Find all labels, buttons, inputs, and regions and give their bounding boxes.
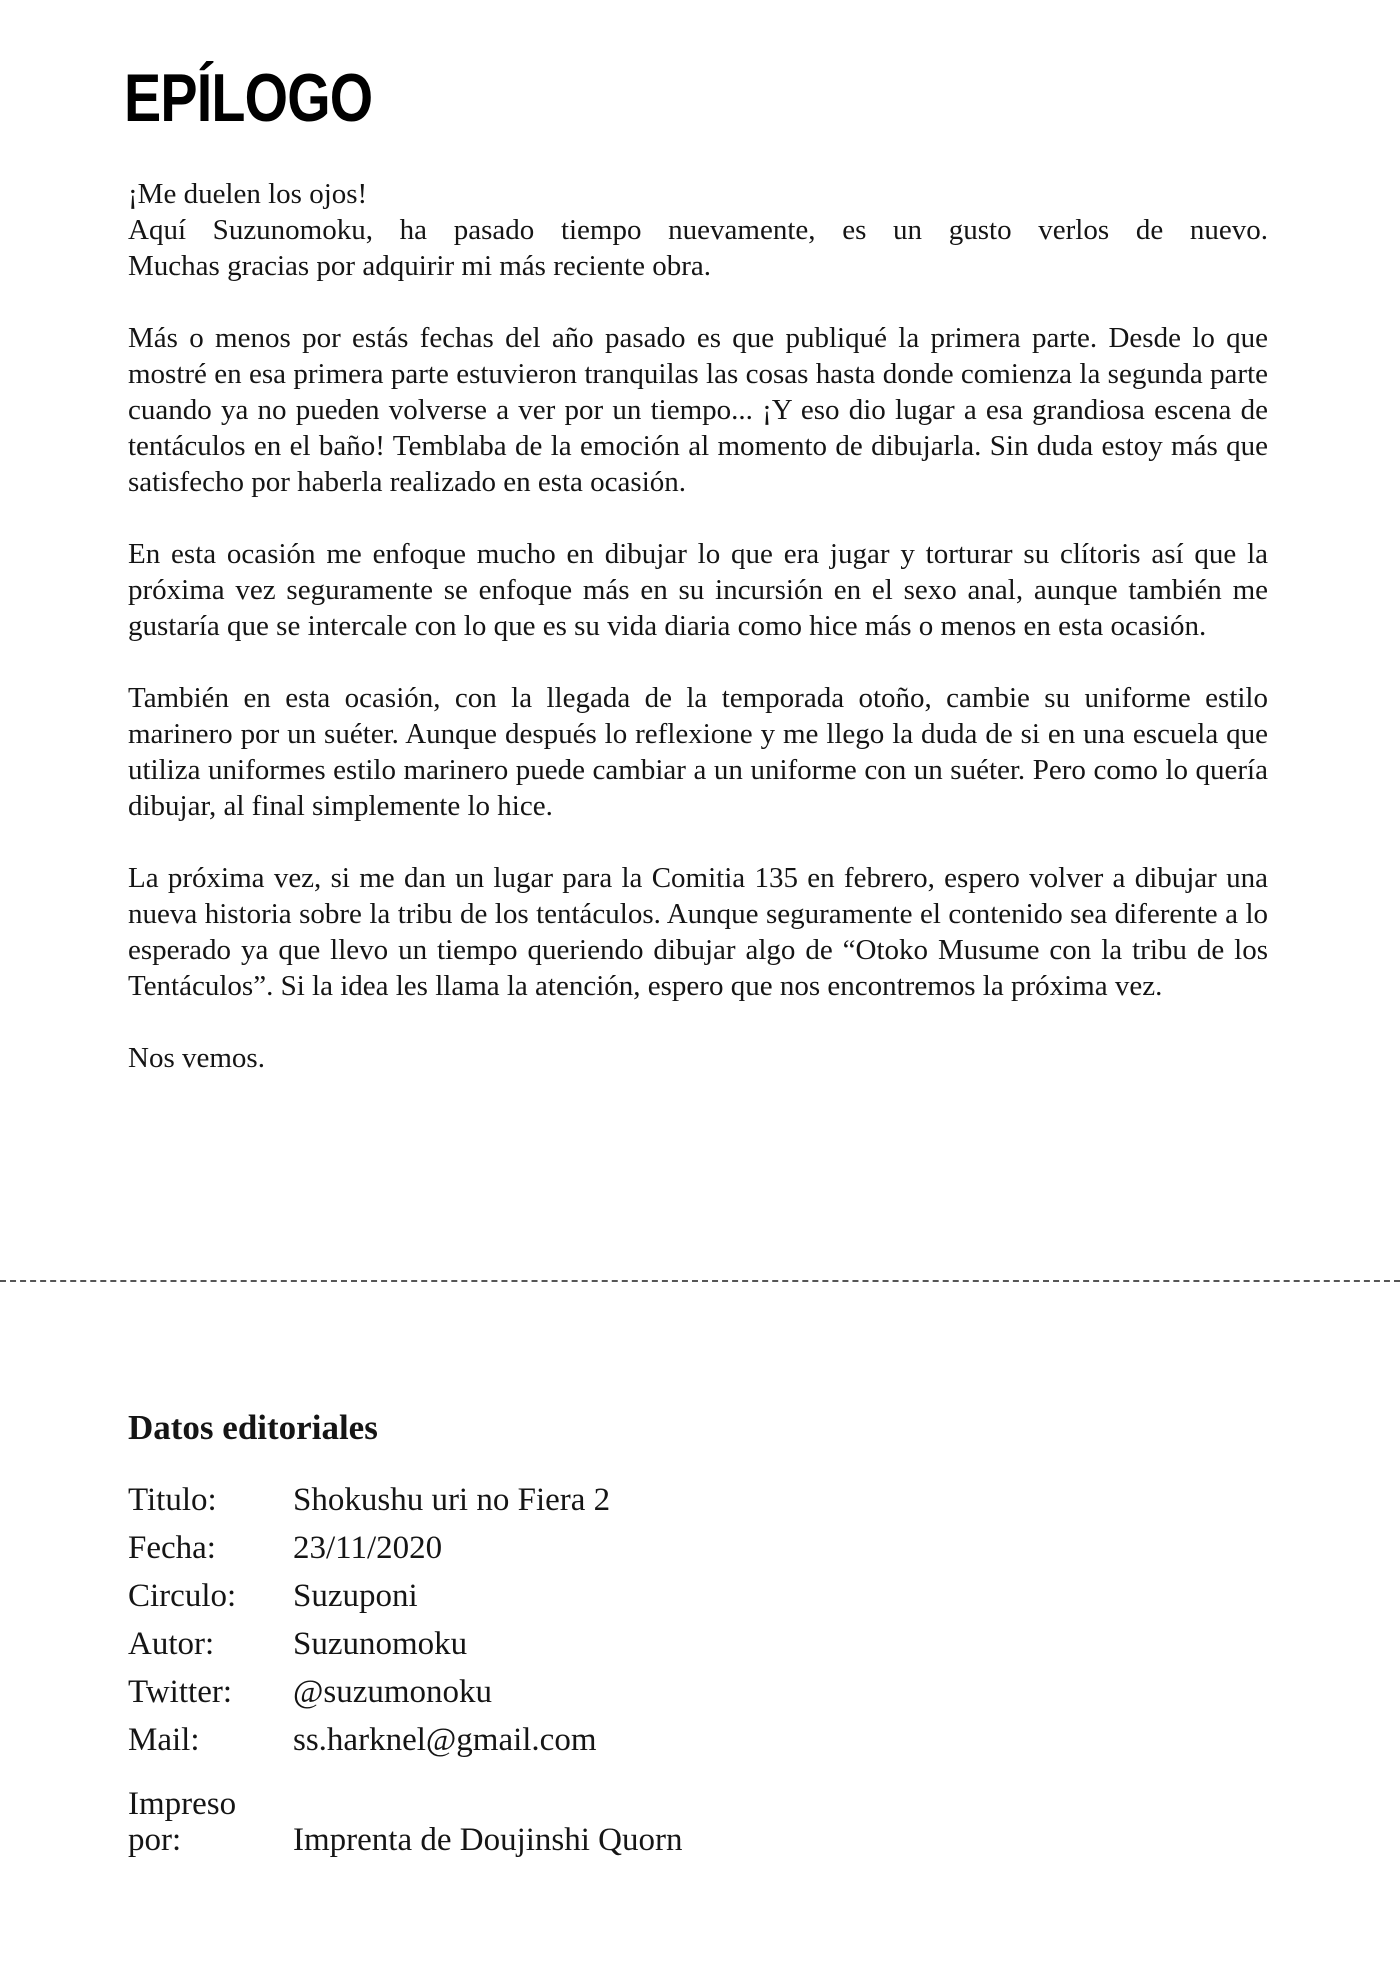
credit-value: Suzuponi — [293, 1578, 418, 1614]
credit-row-twitter — [128, 1674, 1028, 1722]
epilogue-closing: Nos vemos. — [128, 1042, 265, 1074]
epilogue-paragraph-2: Más o menos por estás fechas del año pasado es que publiqué la primera parte. Desde lo que mostré en esa primera parte estuvieron tranquilas las cosas hasta donde comienza la segunda parte cuando ya no pueden volverse a ver por un tiempo... ¡Y eso dio lugar a esa grandiosa escena de tentáculos en el baño! Temblaba de la emoción al momento de dibujarla. Sin duda estoy más que satisfecho por haberla realizado en esta ocasión. — [128, 322, 1268, 498]
credit-label: Circulo: — [128, 1578, 237, 1614]
credit-value: @suzumonoku — [293, 1674, 493, 1710]
epilogue-text — [128, 176, 1268, 1112]
credit-label: Twitter: — [128, 1674, 232, 1710]
epilogue-line: ¡Me duelen los ojos! — [128, 178, 368, 210]
credit-label: Titulo: — [128, 1482, 217, 1518]
epilogue-line: Aquí Suzunomoku, ha pasado tiempo nuevamente, es un gusto verlos de nuevo. — [128, 214, 1268, 246]
credits-heading: Datos editoriales — [128, 1408, 378, 1447]
credit-value: Shokushu uri no Fiera 2 — [293, 1482, 611, 1518]
credit-value: ss.harknel@gmail.com — [293, 1722, 597, 1758]
credit-value: Imprenta de Doujinshi Quorn — [293, 1822, 683, 1858]
epilogue-line: Muchas gracias por adquirir mi más reciente obra. — [128, 250, 712, 282]
page-title: EPÍLOGO — [124, 60, 373, 136]
credit-label: Mail: — [128, 1722, 200, 1758]
credit-row-author — [128, 1626, 1028, 1674]
credit-value: 23/11/2020 — [293, 1530, 443, 1566]
epilogue-paragraph-1 — [128, 176, 1268, 284]
credits-table — [128, 1482, 1028, 1858]
credit-row-date — [128, 1530, 1028, 1578]
dashed-divider — [0, 1280, 1400, 1282]
credit-value: Suzunomoku — [293, 1626, 468, 1662]
credit-label: Fecha: — [128, 1530, 216, 1566]
credit-row-circle — [128, 1578, 1028, 1626]
credit-label: Autor: — [128, 1626, 215, 1662]
credit-row-mail — [128, 1722, 1028, 1770]
credit-label: Impreso por: — [128, 1786, 237, 1858]
epilogue-paragraph-3: En esta ocasión me enfoque mucho en dibujar lo que era jugar y torturar su clítoris así que la próxima vez seguramente se enfoque más en su incursión en el sexo anal, aunque también me gustaría que se intercale con lo que es su vida diaria como hice más o menos en esta ocasión. — [128, 538, 1268, 642]
epilogue-paragraph-5: La próxima vez, si me dan un lugar para la Comitia 135 en febrero, espero volver a dibujar una nueva historia sobre la tribu de los tentáculos. Aunque seguramente el contenido sea diferente a lo esperado ya que llevo un tiempo queriendo dibujar algo de “Otoko Musume con la tribu de los Tentáculos”. Si la idea les llama la atención, espero que nos encontremos la próxima vez. — [128, 862, 1268, 1002]
epilogue-paragraph-4: También en esta ocasión, con la llegada de la temporada otoño, cambie su uniforme estilo marinero por un suéter. Aunque después lo reflexione y me llego la duda de si en una escuela que utiliza uniformes estilo marinero puede cambiar a un uniforme con un suéter. Pero como lo quería dibujar, al final simplemente lo hice. — [128, 682, 1268, 822]
credit-row-printer — [128, 1784, 1028, 1858]
credit-row-title — [128, 1482, 1028, 1530]
